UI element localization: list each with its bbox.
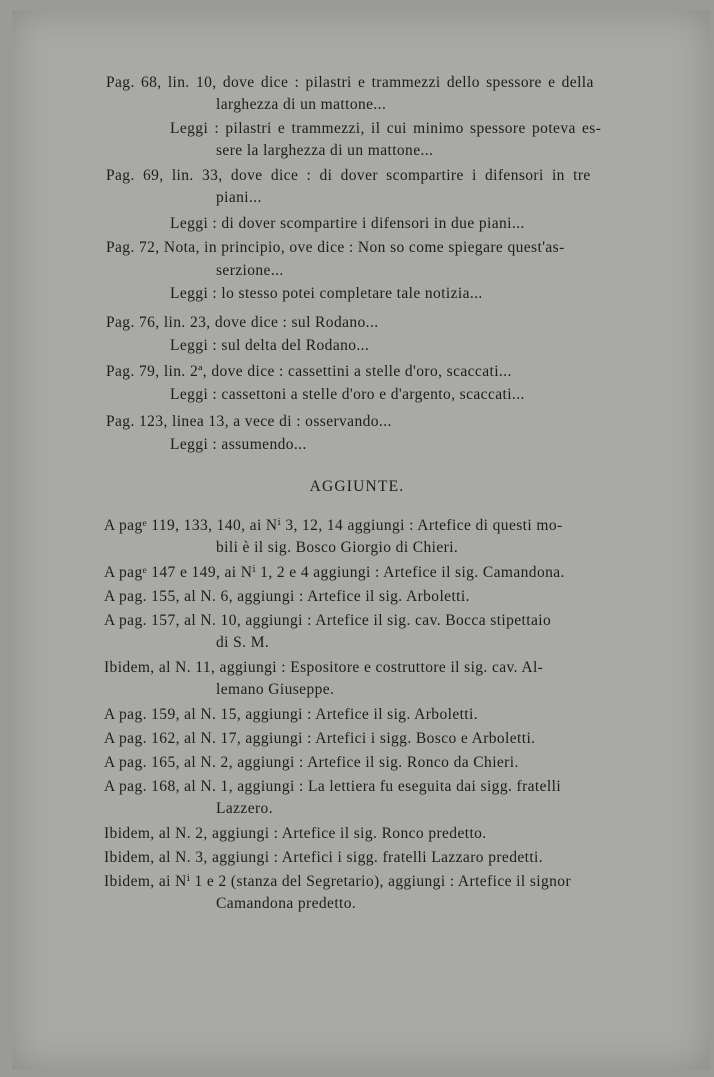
errata-line: Pag. 123, linea 13, a vece di : osservando... [106,413,392,430]
addition-line: A pag. 155, al N. 6, aggiungi : Artefice il sig. Arboletti. [104,588,470,605]
errata-line: piani... [216,189,262,206]
errata-line: Pag. 76, lin. 23, dove dice : sul Rodano... [106,314,379,331]
errata-line: Leggi : cassettoni a stelle d'oro e d'argento, scaccati... [170,386,525,403]
errata-line: Leggi : pilastri e trammezzi, il cui minimo spessore poteva es- [170,120,602,137]
addition-line: Ibidem, al N. 11, aggiungi : Espositore e costruttore il sig. cav. Al- [104,659,544,676]
errata-line: Pag. 69, lin. 33, dove dice : di dover scompartire i difensori in tre [106,167,591,184]
addition-line: Camandona predetto. [216,895,357,912]
errata-line: larghezza di un mattone... [216,96,387,113]
section-heading: AGGIUNTE. [309,478,405,495]
errata-line: Pag. 72, Nota, in principio, ove dice : Non so come spiegare quest'as- [106,239,565,256]
errata-line: Leggi : sul delta del Rodano... [170,337,370,354]
addition-line: A pagᵉ 119, 133, 140, ai Nⁱ 3, 12, 14 aggiungi : Artefice di questi mo- [104,517,563,534]
addition-line: lemano Giuseppe. [216,681,335,698]
errata-line: Leggi : assumendo... [170,436,307,453]
errata-line: Pag. 68, lin. 10, dove dice : pilastri e trammezzi dello spessore e della [106,74,594,91]
addition-line: Ibidem, al N. 3, aggiungi : Artefici i sigg. fratelli Lazzaro predetti. [104,849,544,866]
addition-line: A pag. 165, al N. 2, aggiungi : Artefice il sig. Ronco da Chieri. [104,754,519,771]
addition-line: Ibidem, al N. 2, aggiungi : Artefice il sig. Ronco predetto. [104,825,487,842]
addition-line: bili è il sig. Bosco Giorgio di Chieri. [216,539,459,556]
addition-line: A pag. 168, al N. 1, aggiungi : La lettiera fu eseguita dai sigg. fratelli [104,778,562,795]
addition-line: di S. M. [216,634,270,651]
errata-line: Leggi : lo stesso potei completare tale notizia... [170,285,483,302]
addition-line: A pag. 159, al N. 15, aggiungi : Artefice il sig. Arboletti. [104,706,478,723]
addition-line: A pagᵉ 147 e 149, ai Nⁱ 1, 2 e 4 aggiungi : Artefice il sig. Camandona. [104,564,565,581]
errata-line: sere la larghezza di un mattone... [216,142,434,159]
errata-line: serzione... [216,262,284,279]
addition-line: A pag. 157, al N. 10, aggiungi : Artefice il sig. cav. Bocca stipettaio [104,612,552,629]
errata-line: Pag. 79, lin. 2ª, dove dice : cassettini a stelle d'oro, scaccati... [106,363,512,380]
addition-line: A pag. 162, al N. 17, aggiungi : Artefici i sigg. Bosco e Arboletti. [104,730,536,747]
addition-line: Ibidem, ai Nⁱ 1 e 2 (stanza del Segretario), aggiungi : Artefice il signor [104,873,572,890]
addition-line: Lazzero. [216,800,273,817]
errata-line: Leggi : di dover scompartire i difensori in due piani... [170,215,525,232]
